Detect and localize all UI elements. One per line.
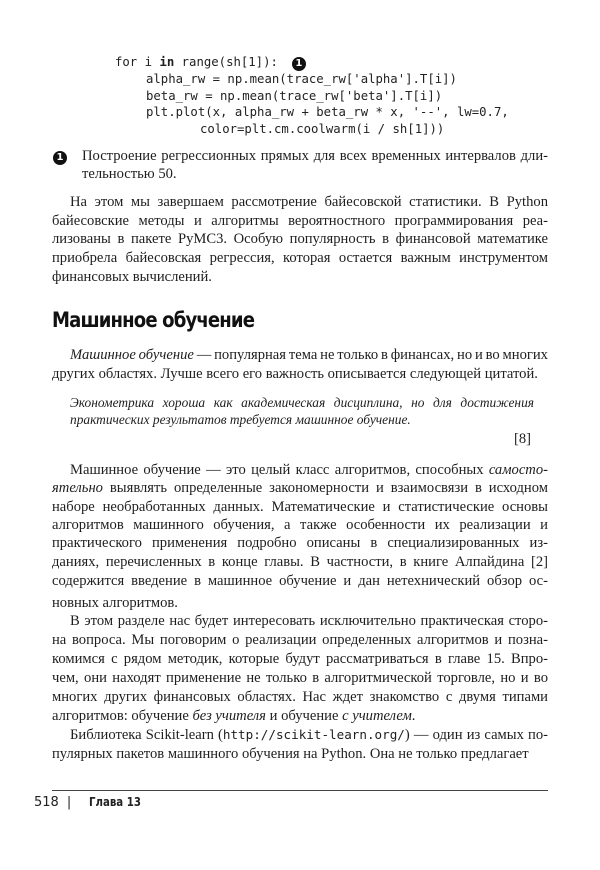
paragraph-line (52, 268, 212, 286)
code-line (146, 88, 442, 104)
paragraph-line (52, 516, 548, 534)
text-segment: На этом мы завершаем рассмотрение байесовской статистики. В Python (70, 194, 548, 210)
text-segment: Машинное обучение (70, 347, 194, 363)
text-segment: тельностью 50. (82, 166, 177, 182)
text-segment: alpha_rw = np.mean(trace_rw['alpha'].T[i]) (146, 72, 457, 86)
paragraph-line (52, 745, 529, 763)
text-segment: пулярных пакетов машинного обучения на Python. Она не только предлагает (52, 746, 529, 762)
paragraph-line (52, 212, 548, 230)
text-segment: лизованы в пакете PyMC3. Особую популярность в финансовой математике (52, 231, 548, 247)
text-segment: байесовские методы и алгоритмы вероятностного программирования реа- (52, 213, 548, 229)
callout-text (82, 165, 177, 183)
text-segment: [8] (514, 431, 532, 447)
paragraph-line (52, 249, 548, 267)
paragraph-line (52, 707, 415, 725)
quote-citation (514, 430, 531, 448)
paragraph-line (52, 498, 548, 516)
text-segment: комимся с рядом методик, которые будут рассматриваться в главе 15. Впро- (52, 651, 548, 667)
paragraph-line (70, 726, 548, 744)
quote-line (70, 412, 411, 428)
text-segment: В этом разделе нас будет интересовать исключительно практическая сторо- (70, 613, 548, 629)
text-segment: выявлять определенные закономерности и взаимосвязи в исходном (102, 480, 548, 496)
text-segment: наборе необработанных данных. Математические и статистические основы (52, 499, 548, 515)
callout-marker-icon: 1 (292, 57, 306, 71)
paragraph-line (52, 572, 548, 590)
footer-separator: | (66, 795, 72, 810)
callout-text (82, 147, 548, 165)
paragraph-line (70, 346, 548, 364)
text-segment: plt.plot(x, alpha_rw + beta_rw * x, '--', lw=0.7, (146, 105, 509, 119)
text-segment: i (144, 55, 160, 69)
quote-line (70, 395, 534, 411)
text-segment: чем, они находят применение не только в алгоритмической торговле, но и во (52, 670, 548, 686)
paragraph-line (52, 631, 548, 649)
callout-marker-icon: 1 (53, 151, 67, 165)
text-segment: даниях, перечисленных в конце главы. В частности, в книге Алпайдина [2] (52, 554, 548, 570)
paragraph-line (70, 193, 548, 211)
paragraph-line (52, 230, 548, 248)
text-segment: финансовых вычислений. (52, 269, 212, 285)
page-footer (34, 794, 150, 811)
code-line (200, 121, 444, 137)
text-segment: самосто- (488, 462, 548, 478)
text-segment: приобрела байесовская регрессия, которая остается важным инструментом (52, 250, 548, 266)
callout-marker (53, 147, 67, 165)
text-segment: Машинное обучение — это целый класс алгоритмов, способных (70, 462, 489, 478)
paragraph-line (52, 669, 548, 687)
text-segment: Построение регрессионных прямых для всех временных интервалов дли- (82, 148, 548, 164)
text-segment: без учителя (192, 708, 266, 724)
text-segment: алгоритмов: обучение (52, 708, 193, 724)
paragraph-line (52, 688, 548, 706)
text-segment: ятельно (52, 480, 103, 496)
paragraph-line (52, 479, 548, 497)
text-segment: и обучение (265, 708, 343, 724)
text-segment: Библиотека Scikit-learn ( (70, 727, 223, 743)
text-segment: других областях. Лучше всего его важность описывается следующей цитатой. (52, 366, 538, 382)
paragraph-line (70, 461, 548, 479)
text-segment: практических результатов требуется машинное обучение. (70, 412, 411, 427)
text-segment: на вопроса. Мы поговорим о реализации определенных алгоритмов и позна- (52, 632, 548, 648)
footer-rule (52, 790, 548, 791)
text-segment: Эконометрика хороша как академическая дисциплина, но для достижения (70, 395, 534, 410)
text-segment: ) — один из самых по- (404, 727, 548, 743)
page-number: 518 (34, 795, 59, 810)
code-line (146, 104, 509, 120)
text-segment: алгоритмов машинного обучения, а также особенности их реализации и (52, 517, 548, 533)
text-segment: многих других финансовых областях. Нас ждет знакомство с двумя типами (52, 689, 548, 705)
paragraph-line (52, 553, 548, 571)
chapter-label: Глава 13 (89, 795, 142, 809)
text-segment: — популярная тема не только в финансах, но и во многих (193, 347, 548, 363)
text-segment: с учителем (342, 708, 412, 724)
text-segment: содержится введение в машинное обучение и дан нетехнический обзор ос- (52, 573, 548, 589)
text-segment: beta_rw = np.mean(trace_rw['beta'].T[i]) (146, 89, 443, 103)
section-title: Машинное обучение (52, 308, 255, 332)
text-segment: . (411, 708, 416, 724)
code-line (146, 71, 457, 87)
text-segment: in (159, 55, 175, 69)
paragraph-line (52, 365, 538, 383)
text-segment: for (115, 55, 145, 69)
text-segment: новных алгоритмов. (52, 595, 178, 611)
text-segment: range(sh[1]): (174, 55, 278, 69)
code-line (115, 54, 306, 70)
paragraph-line (52, 594, 178, 612)
paragraph-line (52, 534, 548, 552)
text-segment: практического применения подробно описаны в специализированных из- (52, 535, 548, 551)
paragraph-line (52, 650, 548, 668)
paragraph-line (70, 612, 548, 630)
text-segment: color=plt.cm.coolwarm(i / sh[1])) (200, 122, 445, 136)
text-segment: http://scikit-learn.org/ (222, 727, 405, 742)
